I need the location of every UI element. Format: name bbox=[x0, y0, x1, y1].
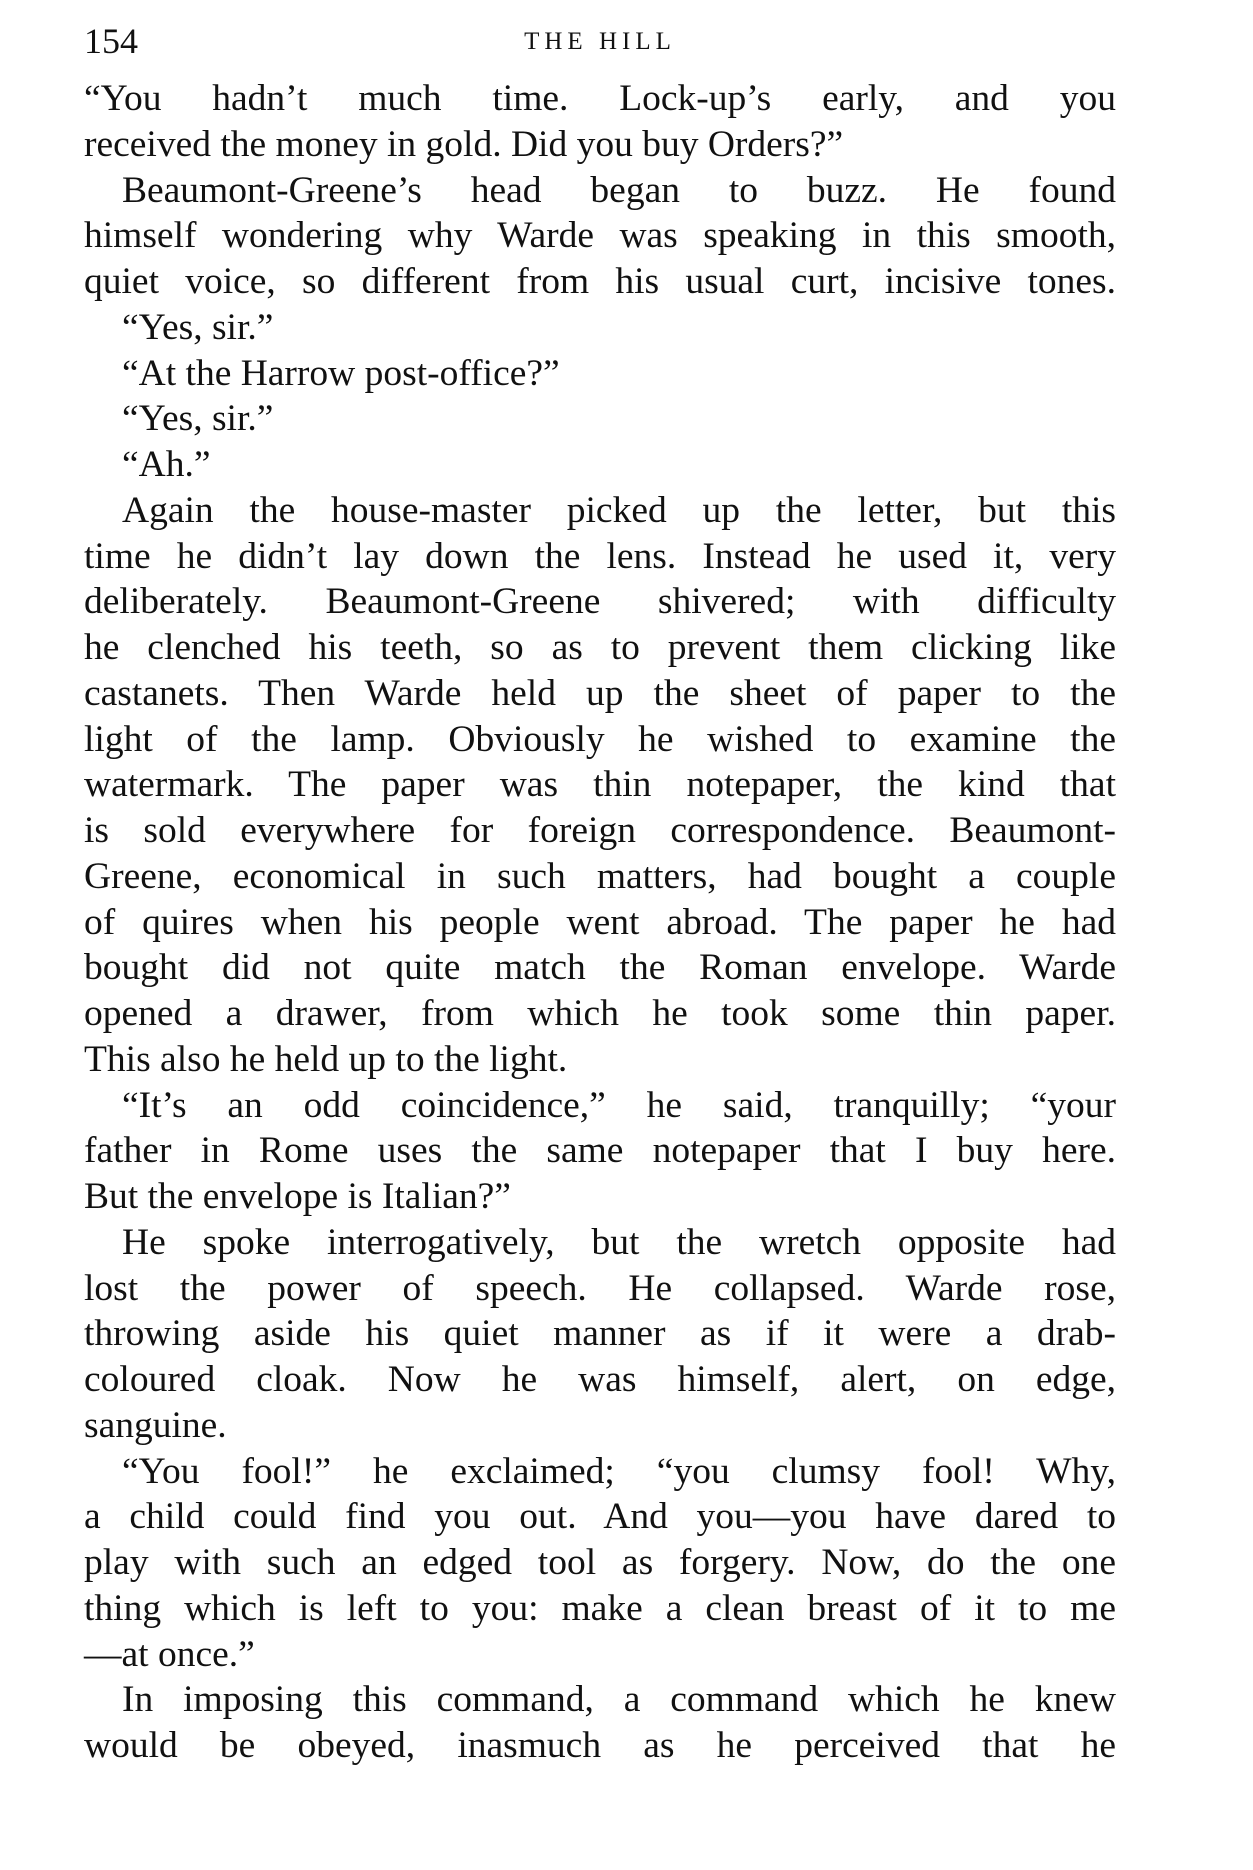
text-line: Beaumont-Greene’s head began to buzz. He found bbox=[122, 169, 1116, 211]
text-line: watermark. The paper was thin notepaper, the kind that bbox=[84, 764, 1116, 806]
text-line: bought did not quite match the Roman envelope. Warde bbox=[84, 947, 1116, 989]
text-line: deliberately. Beaumont-Greene shivered; with difficulty bbox=[84, 581, 1116, 623]
text-line: “At the Harrow post-office?” bbox=[122, 352, 560, 394]
running-head: THE HILL bbox=[524, 28, 676, 55]
page-number: 154 bbox=[84, 21, 138, 61]
text-line: received the money in gold. Did you buy Orders?” bbox=[84, 123, 844, 165]
text-line: play with such an edged tool as forgery. Now, do the one bbox=[84, 1542, 1116, 1583]
text-line: of quires when his people went abroad. The paper he had bbox=[84, 901, 1116, 943]
text-line: sanguine. bbox=[84, 1404, 227, 1446]
text-line: father in Rome uses the same notepaper that I buy here. bbox=[84, 1130, 1116, 1172]
text-line: But the envelope is Italian?” bbox=[84, 1176, 511, 1217]
page-header bbox=[84, 16, 1116, 66]
text-line: would be obeyed, inasmuch as he perceived that he bbox=[84, 1725, 1116, 1766]
text-line: throwing aside his quiet manner as if it were a drab- bbox=[84, 1313, 1116, 1355]
text-line: he clenched his teeth, so as to prevent them clicking like bbox=[84, 627, 1116, 668]
text-line: He spoke interrogatively, but the wretch opposite had bbox=[122, 1221, 1116, 1263]
text-line: coloured cloak. Now he was himself, alert, on edge, bbox=[84, 1359, 1116, 1400]
text-line: “Yes, sir.” bbox=[122, 398, 274, 440]
text-line: Again the house-master picked up the letter, but this bbox=[122, 489, 1116, 531]
text-line: opened a drawer, from which he took some thin paper. bbox=[84, 993, 1116, 1034]
text-line: In imposing this command, a command which he knew bbox=[122, 1679, 1116, 1721]
text-line: himself wondering why Warde was speaking in this smooth, bbox=[84, 215, 1116, 257]
text-line: time he didn’t lay down the lens. Instead he used it, very bbox=[84, 535, 1116, 577]
text-line: quiet voice, so different from his usual curt, incisive tones. bbox=[84, 261, 1116, 302]
text-line: a child could find you out. And you—you have dared to bbox=[84, 1496, 1116, 1538]
body-text bbox=[84, 76, 1116, 1769]
text-line: “It’s an odd coincidence,” he said, tranquilly; “your bbox=[122, 1084, 1116, 1126]
text-line: light of the lamp. Obviously he wished to examine the bbox=[84, 718, 1116, 760]
text-line: is sold everywhere for foreign correspondence. Beaumont- bbox=[84, 810, 1116, 851]
text-line: “You fool!” he exclaimed; “you clumsy fool! Why, bbox=[122, 1450, 1116, 1492]
text-line: This also he held up to the light. bbox=[84, 1038, 568, 1080]
text-line: “Yes, sir.” bbox=[122, 306, 274, 348]
text-line: castanets. Then Warde held up the sheet of paper to the bbox=[84, 672, 1116, 714]
text-line: thing which is left to you: make a clean breast of it to me bbox=[84, 1587, 1116, 1629]
text-line: —at once.” bbox=[84, 1633, 255, 1675]
text-line: lost the power of speech. He collapsed. Warde rose, bbox=[84, 1267, 1116, 1309]
text-line: “You hadn’t much time. Lock-up’s early, and you bbox=[84, 78, 1116, 119]
text-line: Greene, economical in such matters, had bought a couple bbox=[84, 855, 1116, 897]
text-line: “Ah.” bbox=[122, 444, 211, 485]
